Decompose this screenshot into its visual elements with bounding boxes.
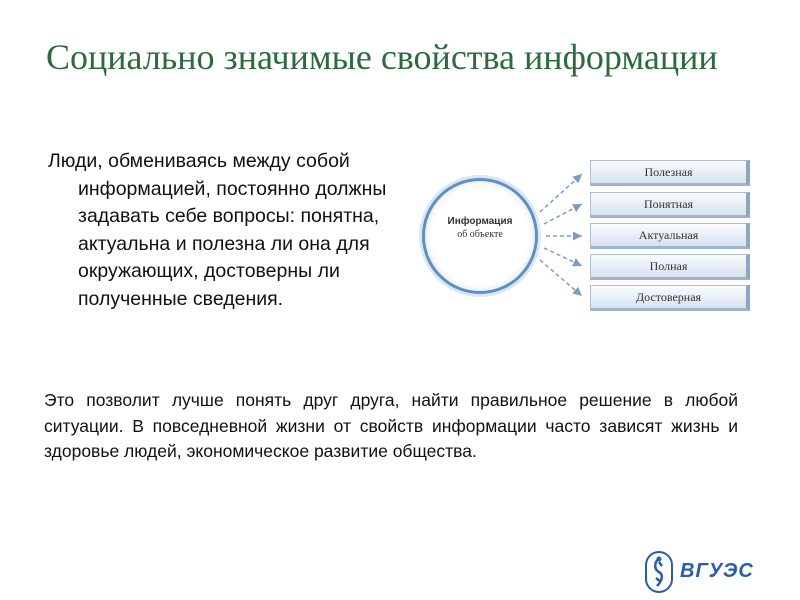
properties-diagram: [410, 150, 760, 330]
university-logo-text: ВГУЭС: [680, 560, 754, 582]
circle-label-line1: Информация: [447, 216, 513, 227]
circle-label-line2: об объекте: [457, 229, 503, 240]
property-complete: Полная: [590, 254, 750, 280]
arrow-1: [540, 174, 582, 212]
circle-label: [422, 215, 538, 241]
property-relevant: Актуальная: [590, 223, 750, 249]
intro-paragraph: Люди, обмениваясь между собой информацией, постоянно должны задавать себе вопросы: понятна, актуальна и полезна ли она для окружающих, достоверны ли полученные сведения.: [48, 150, 387, 310]
arrow-5: [540, 260, 582, 296]
property-understandable: Понятная: [590, 192, 750, 218]
arrow-2: [544, 204, 582, 224]
property-useful: Полезная: [590, 160, 750, 186]
conclusion-paragraph: Это позволит лучше понять друг друга, найти правильное решение в любой ситуации. В повседневной жизни от свойств информации часто зависят жизнь и здоровье людей, экономическое развитие общества.: [44, 390, 738, 461]
arrow-4: [544, 248, 582, 266]
property-reliable: Достоверная: [590, 285, 750, 311]
slide-title: Социально значимые свойства информации: [46, 37, 718, 77]
